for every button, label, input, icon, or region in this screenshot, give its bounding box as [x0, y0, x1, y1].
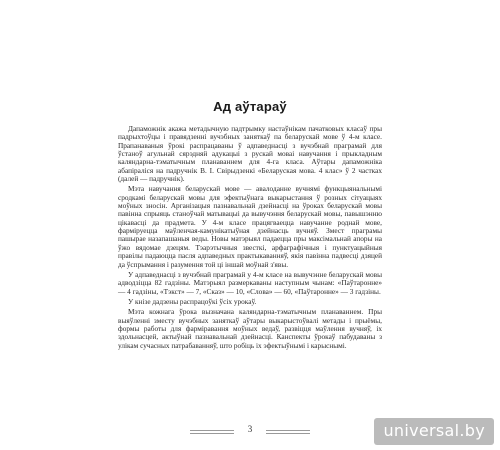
watermark-badge: universal.by — [374, 418, 494, 445]
footer-rule-right — [266, 430, 310, 431]
paragraph: У кнізе дадзены распрацоўкі ўсіх урокаў. — [128, 296, 257, 306]
body-text — [118, 125, 382, 352]
paragraph: Мэта кожнага ўрока вызначана каляндарна-тэматычным планаваннем. Пры выяўленні зместу вучэбных заняткаў аўтары выкарыстоўвалі метады і прыёмы, формы работы для фарміравання моўных ведаў, развіцця маўлення вучняў, іх здольнасцей, актыўнай пазнавальнай дзейнасці. Канспекты ўрокаў пабудаваны з улікам сучасных патрабаванняў, што робіць іх эфектыўнымі і карыснымі. — [118, 307, 382, 350]
paragraph: Мэта навучання беларускай мове — авалоданне вучнямі функцыянальнымі сродкамі беларускай мовы для эфектыўнага выкарыстання ў розных сітуацыях моўных зносін. Арганізацыя пазнавальнай дзейнасці на ўроках беларускай мовы павінна спрыяць станоўчай матывацыі да вывучэння беларускай мовы, павышэнню цікавасці да прадмета. У 4-м класе працягваецца навучанне роднай мове, фарміруецца маўленчая-камунікатыўная дзейнасць вучняў. Змест праграмы пашырае назапашаныя веды. Новы матэрыял падаецца пры максімальнай апоры на ўжо вядомае дзецям. Тэарэтычныя звесткі, арфаграфічныя і пунктуацыйныя правілы падаюцца пасля адпаведных практыкаванняў, якія павінна падвесці дзяцей да ўспрымання і разумення той ці іншай моўнай з'явы. — [118, 184, 382, 269]
paragraph: У адпаведнасці з вучэбнай праграмай у 4-м класе на вывучэнне беларускай мовы адводзіцца 82 гадзіны. Матэрыял размеркаваны наступным чынам: «Паўтаронне» — 4 гадзіны, «Тэкст» — 7, «Сказ» — 10, «Слова» — 60, «Паўтаронне» — 3 гадзіны. — [118, 269, 382, 296]
page-title: Ад аўтараў — [213, 99, 287, 114]
paragraph: Дапаможнік акажа метадычную падтрымку настаўнікам пачатковых класаў пры падрыхтоўцы і правядзенні вучэбных заняткаў па беларускай мове ў 4-м класе. Прапанаваныя ўрокі распрацаваны ў адпаведнасці з вучэбнай праграмай для ўстаноў агульнай сярэдняй адукацыі з рускай моваі навучання і прыкладным каляндарна-тэматычным планаваннем для 4-га класа. Аўтары дапаможніка абапіраліся на падручнік В. І. Свірыдзенкі «Беларуская мова. 4 клас» ў 2 частках (далей — падручнік). — [118, 124, 382, 184]
page-number: 3 — [247, 424, 253, 434]
page-footer — [190, 424, 310, 436]
